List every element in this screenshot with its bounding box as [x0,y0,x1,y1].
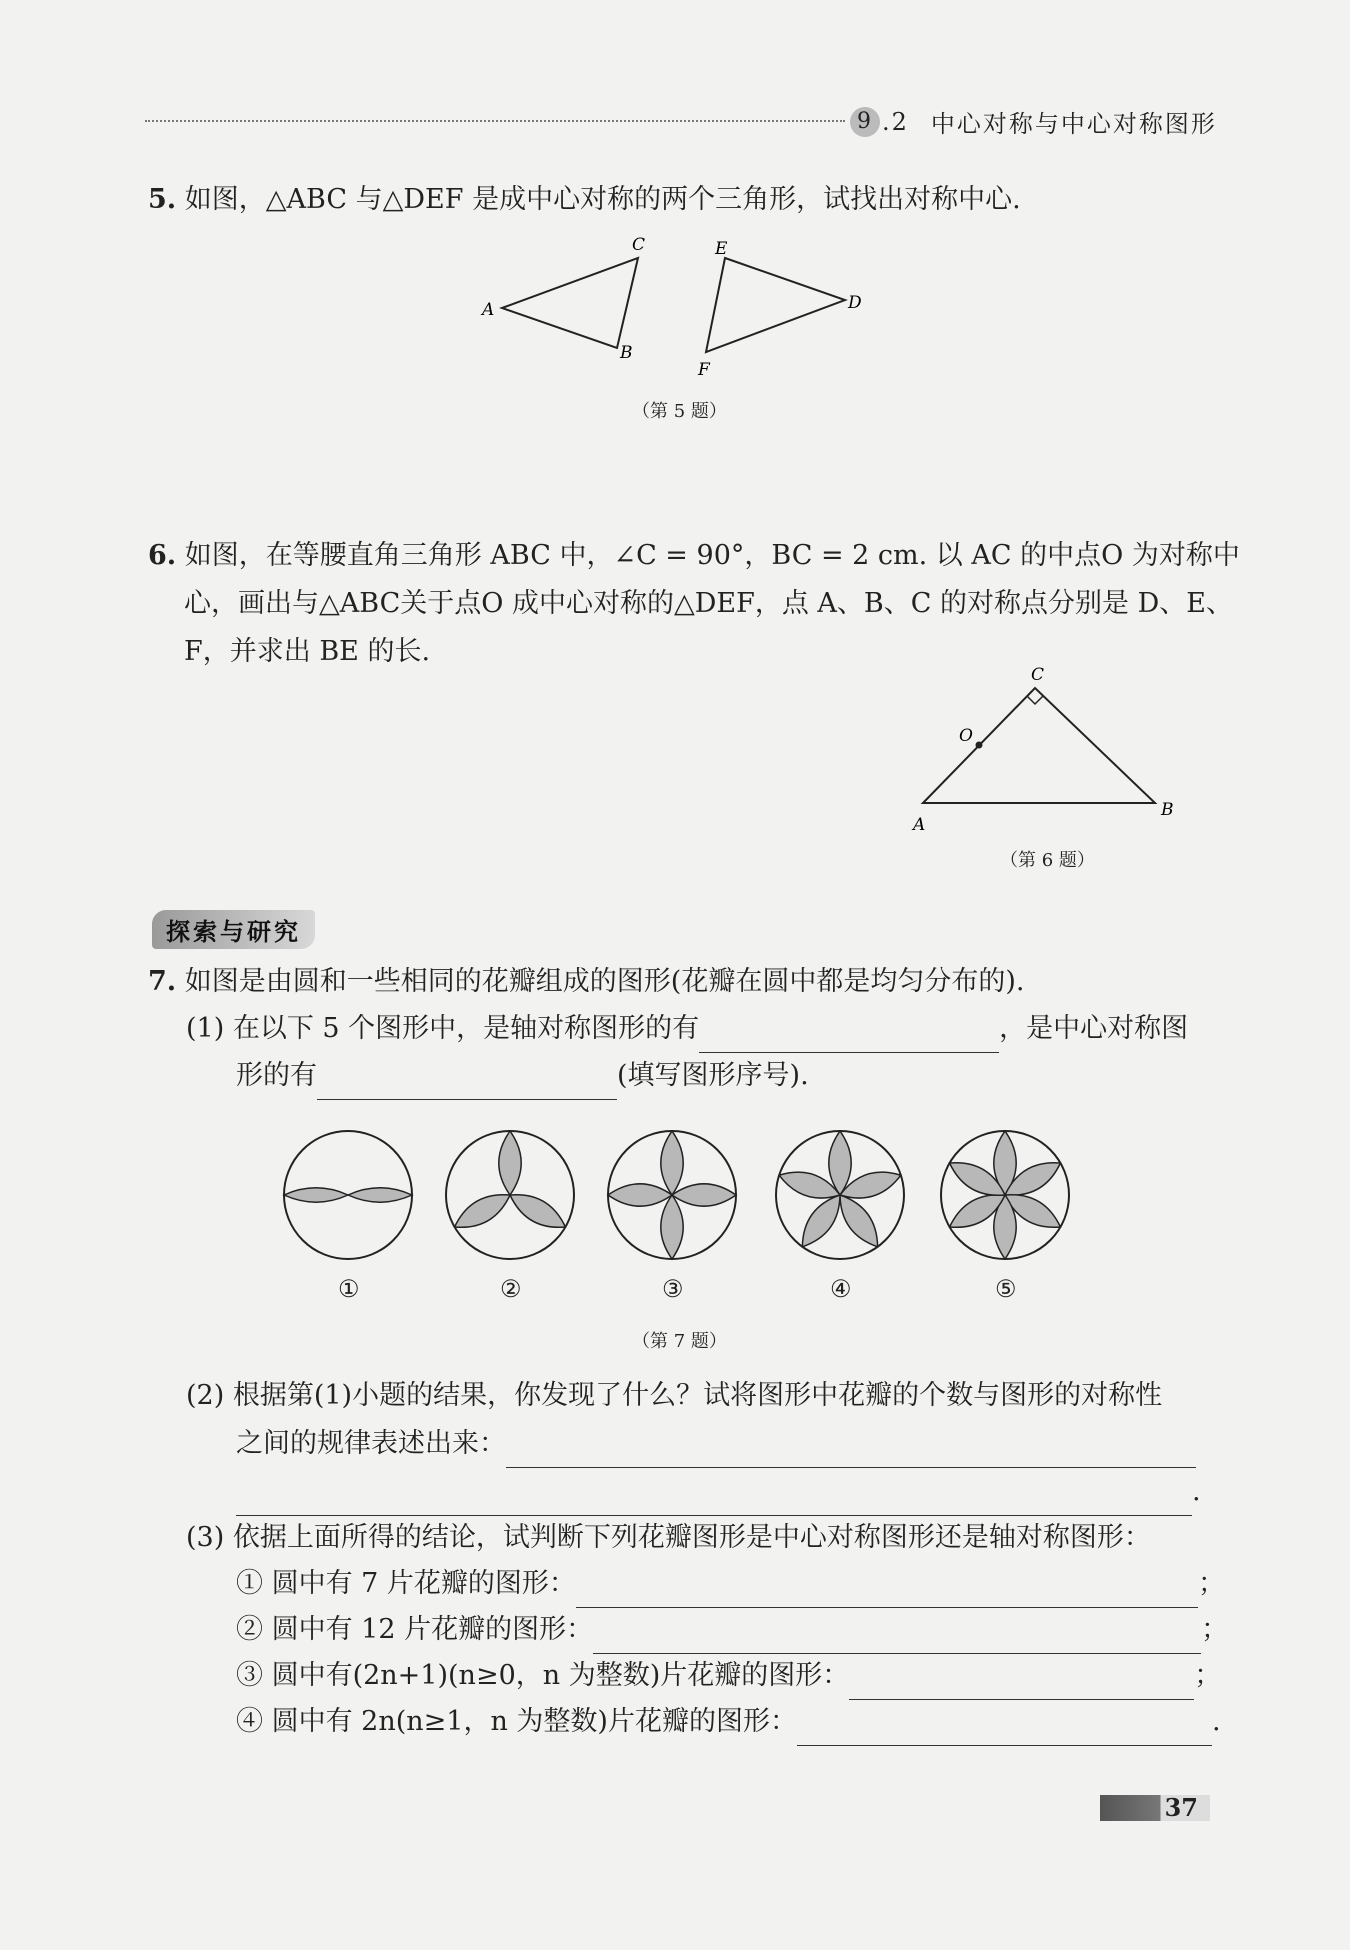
petal [608,1184,672,1206]
item-2-label: ② 圆中有 12 片花瓣的图形： [236,1614,594,1645]
section-tag-explore: 探索与研究 [152,910,315,949]
flower-figure-2 [430,1115,590,1275]
item-3-label: ③ 圆中有(2n+1)(n≥0，n 为整数)片花瓣的图形： [236,1660,850,1691]
section-number: .2 [882,107,909,136]
triangle-abc [502,258,638,348]
question-7-part-1-cont [236,1052,809,1100]
part-1-text-b: ，是中心对称图 [999,1013,1189,1044]
question-5 [148,176,1021,224]
page-number-bar [1100,1795,1210,1821]
label-c: C [632,235,646,255]
right-angle-mark [1027,696,1043,704]
question-6-line-3: F，并求出 BE 的长. [184,636,431,667]
petal [661,1131,683,1195]
item-2-end: ； [1201,1614,1229,1645]
petal [672,1184,736,1206]
period: . [1192,1476,1201,1507]
petal [348,1188,412,1202]
flower-figure-5 [925,1115,1085,1275]
flower-figure-label: ② [500,1275,522,1303]
label-o-6: O [959,726,973,746]
answer-blank-item-2[interactable] [593,1623,1201,1654]
part-1-text-d: (填写图形序号). [617,1060,809,1091]
question-7-intro-text: 如图是由圆和一些相同的花瓣组成的图形(花瓣在圆中都是均匀分布的). [184,966,1025,997]
flower-figure-label: ⑤ [995,1275,1017,1303]
label-f: F [698,360,710,380]
figure-6-caption: （第 6 题） [1000,850,1095,871]
part-2-text-b: 之间的规律表述出来： [236,1428,506,1459]
flower-figure-label: ④ [830,1275,852,1303]
flower-figure-1 [268,1115,428,1275]
question-6-number: 6. [148,540,177,571]
petal [449,1185,516,1236]
label-b-6: B [1161,800,1174,820]
item-1-label: ① 圆中有 7 片花瓣的图形： [236,1568,576,1599]
figure-6-right-triangle [905,660,1185,840]
triangle-abc-6 [923,688,1155,803]
part-3-item-2 [236,1606,1228,1654]
triangle-def [706,258,845,352]
answer-blank-central-symmetric[interactable] [317,1069,617,1100]
question-6 [148,532,1240,676]
midpoint-o [976,742,983,749]
petal [499,1131,521,1195]
label-a: A [482,300,495,320]
answer-blank-pattern-2[interactable] [236,1485,1192,1516]
part-1-text-a: (1) 在以下 5 个图形中，是轴对称图形的有 [186,1013,700,1044]
figure-7-caption: （第 7 题） [632,1331,727,1352]
flower-figure-3 [592,1115,752,1275]
item-4-label: ④ 圆中有 2n(n≥1，n 为整数)片花瓣的图形： [236,1706,797,1737]
figure-5-caption: （第 5 题） [632,401,727,422]
figure-5-triangles [470,230,880,380]
petal [284,1188,348,1202]
question-7-number: 7. [148,966,177,997]
question-7-part-2-line [236,1468,1201,1516]
flower-figure-label: ① [338,1275,360,1303]
chapter-number-badge: 9 [850,107,880,137]
item-4-end: . [1211,1706,1221,1737]
section-title: 中心对称与中心对称图形 [930,110,1217,138]
label-b: B [620,343,633,363]
part-1-text-c: 形的有 [236,1060,317,1091]
header-dotted-rule [145,120,845,122]
petal [661,1195,683,1259]
answer-blank-pattern-1[interactable] [506,1437,1196,1468]
flower-figure-label: ③ [662,1275,684,1303]
question-7-part-2: (2) 根据第(1)小题的结果，你发现了什么？试将图形中花瓣的个数与图形的对称性 [186,1380,1163,1411]
question-7-intro [148,958,1024,1006]
answer-blank-axis-symmetric[interactable] [699,1022,999,1053]
label-a-6: A [913,815,926,835]
question-5-number: 5. [148,184,177,215]
answer-blank-item-4[interactable] [797,1715,1212,1746]
running-header [850,104,1217,139]
part-3-item-4 [236,1698,1221,1746]
page-number: 37 [1164,1793,1198,1822]
part-3-item-1 [236,1560,1225,1608]
question-7-part-3: (3) 依据上面所得的结论，试判断下列花瓣图形是中心对称图形还是轴对称图形： [186,1522,1151,1553]
label-c-6: C [1031,665,1045,685]
answer-blank-item-1[interactable] [576,1577,1198,1608]
question-6-line-1: 如图，在等腰直角三角形 ABC 中，∠C = 90°，BC = 2 cm. 以 AC 的中点O 为对称中 [184,540,1240,571]
question-7-part-1 [186,1005,1188,1053]
item-1-end: ； [1197,1568,1225,1599]
flower-figure-4 [760,1115,920,1275]
label-e: E [715,239,728,259]
question-6-line-2: 心，画出与△ABC关于点O 成中心对称的△DEF，点 A、B、C 的对称点分别是 D、E、 [184,588,1233,619]
question-7-part-2-cont [236,1420,1196,1468]
petal [504,1185,571,1236]
answer-blank-item-3[interactable] [849,1669,1194,1700]
part-3-item-3 [236,1652,1221,1700]
question-5-text: 如图，△ABC 与△DEF 是成中心对称的两个三角形，试找出对称中心. [184,184,1021,215]
item-3-end: ； [1194,1660,1222,1691]
label-d: D [848,293,862,313]
